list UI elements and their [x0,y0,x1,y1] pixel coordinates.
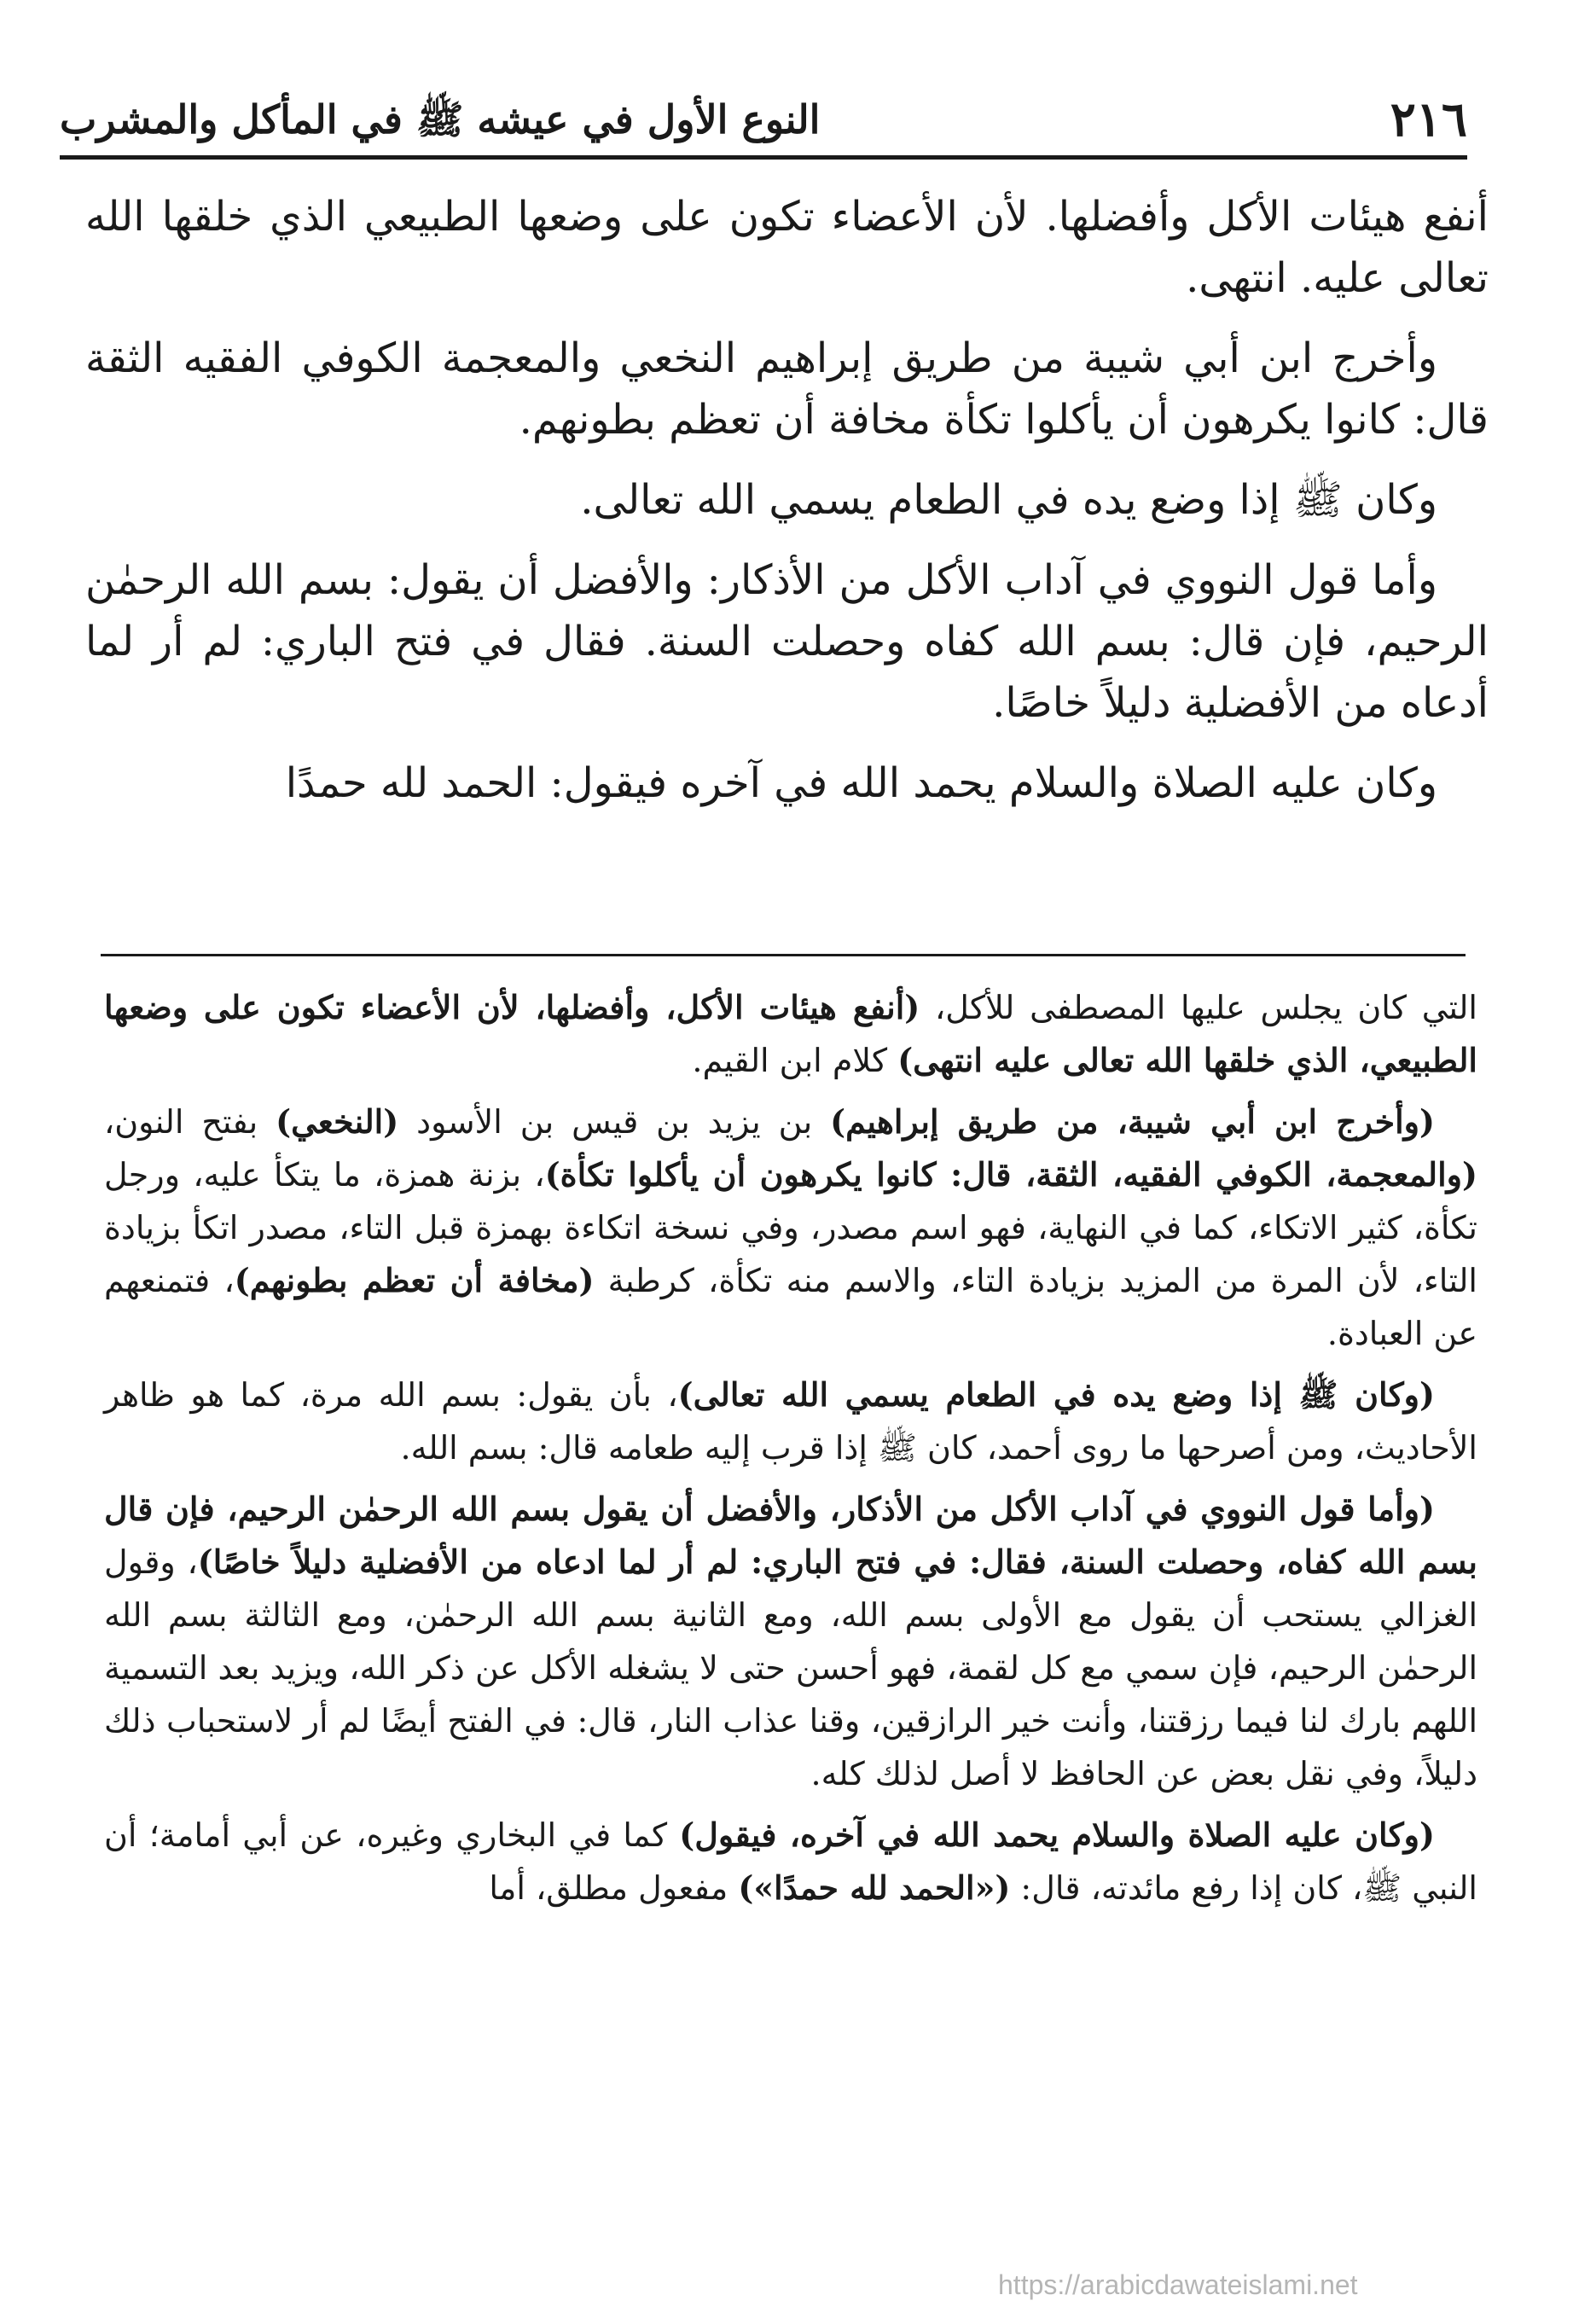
quoted-matn: («الحمد لله حمدًا») [738,1868,1011,1907]
quoted-matn: (مخافة أن تعظم بطونهم) [234,1261,595,1299]
main-paragraph: وأخرج ابن أبي شيبة من طريق إبراهيم النخعي والمعجمة الكوفي الفقيه الثقة قال: كانوا يكرهون أن يأكلوا تكأة مخافة أن تعظم بطونهم. [85,334,1489,444]
commentary-paragraph [104,1368,1477,1474]
quoted-matn: (وأما قول النووي في آداب الأكل من الأذكار، والأفضل أن يقول بسم الله الرحمٰن الرحيم، فإن قال بسم الله كفاه، وحصلت السنة، فقال: في فتح الباري: لم أر لما ادعاه من الأفضلية دليلاً خاصًا) [104,1490,1477,1581]
commentary-text: ، فتمنعهم عن العبادة. [104,1262,1477,1352]
commentary-paragraph [104,981,1477,1087]
quoted-matn: (أنفع هيئات الأكل، وأفضلها، لأن الأعضاء تكون على وضعها الطبيعي، الذي خلقها الله تعالى عليه انتهى) [104,988,1477,1079]
main-paragraph: وكان ﷺ إذا وضع يده في الطعام يسمي الله تعالى. [580,476,1437,524]
commentary [104,981,1477,1923]
quoted-matn: (والمعجمة، الكوفي الفقيه، الثقة، قال: كانوا يكرهون أن يأكلوا تكأة) [544,1155,1477,1194]
commentary-paragraph [104,1095,1477,1360]
commentary-text: بفتح النون، [104,1103,276,1141]
commentary-text: التي كان يجلس عليها المصطفى للأكل، [920,989,1477,1026]
commentary-paragraph [104,1483,1477,1800]
page-number: ٢١٦ [1390,91,1467,148]
commentary-text: ، بأن يقول: بسم الله مرة، كما هو ظاهر الأحاديث، ومن أصرحها ما روى أحمد، كان ﷺ إذا قرب إليه طعامه قال: بسم الله. [104,1376,1477,1467]
commentary-text: كما في البخاري وغيره، عن أبي أمامة؛ أن النبي ﷺ، كان إذا رفع مائدته، قال: [104,1816,1477,1907]
quoted-matn: (وكان عليه الصلاة والسلام يحمد الله في آخره، فيقول) [679,1816,1435,1854]
commentary-paragraph [104,1809,1477,1914]
commentary-text: بن يزيد بن قيس بن الأسود [398,1103,831,1141]
header-rule [60,155,1467,160]
main-paragraph: أنفع هيئات الأكل وأفضلها. لأن الأعضاء تكون على وضعها الطبيعي الذي خلقها الله تعالى عليه. انتهى. [85,193,1489,302]
quoted-matn: (وأخرج ابن أبي شيبة، من طريق إبراهيم) [830,1102,1436,1141]
main-paragraph: وأما قول النووي في آداب الأكل من الأذكار: والأفضل أن يقول: بسم الله الرحمٰن الرحيم، فإن قال: بسم الله كفاه وحصلت السنة. فقال في فتح الباري: لم أر لما أدعاه من الأفضلية دليلاً خاصًا. [85,556,1489,727]
watermark-url: https://arabicdawateislami.net [998,2269,1358,2300]
main-text [85,186,1489,833]
text-commentary-divider [101,954,1466,956]
commentary-text: كلام ابن القيم. [692,1042,898,1079]
commentary-text: ، بزنة همزة، ما يتكأ عليه، ورجل تكأة، كثير الاتكاء، كما في النهاية، فهو اسم مصدر، وفي نسخة اتكاءة بهمزة قبل التاء، مصدر اتكأ بزيادة التاء، لأن المرة من المزيد بزيادة التاء، والاسم منه تكأة، كرطبة [104,1156,1477,1299]
main-paragraph: وكان عليه الصلاة والسلام يحمد الله في آخره فيقول: الحمد لله حمدًا [285,759,1437,807]
page-header [60,90,1467,158]
commentary-text: مفعول مطلق، أما [489,1869,739,1907]
quoted-matn: (النخعي) [276,1102,399,1141]
quoted-matn: (وكان ﷺ إذا وضع يده في الطعام يسمي الله تعالى) [677,1375,1435,1414]
running-title: النوع الأول في عيشه ﷺ في المأكل والمشرب [60,96,821,142]
commentary-text: ، وقول الغزالي يستحب أن يقول مع الأولى بسم الله، ومع الثانية بسم الله الرحمٰن، ومع الثالثة بسم الله الرحمٰن الرحيم، فإن سمي مع كل لقمة، فهو أحسن حتى لا يشغله الأكل عن ذكر الله، ويزيد بعد التسمية اللهم بارك لنا فيما رزقتنا، وأنت خير الرازقين، وقنا عذاب النار، قال: في الفتح أيضًا لم أر لاستحباب ذلك دليلاً، وفي نقل بعض عن الحافظ لا أصل لذلك كله. [104,1543,1478,1792]
